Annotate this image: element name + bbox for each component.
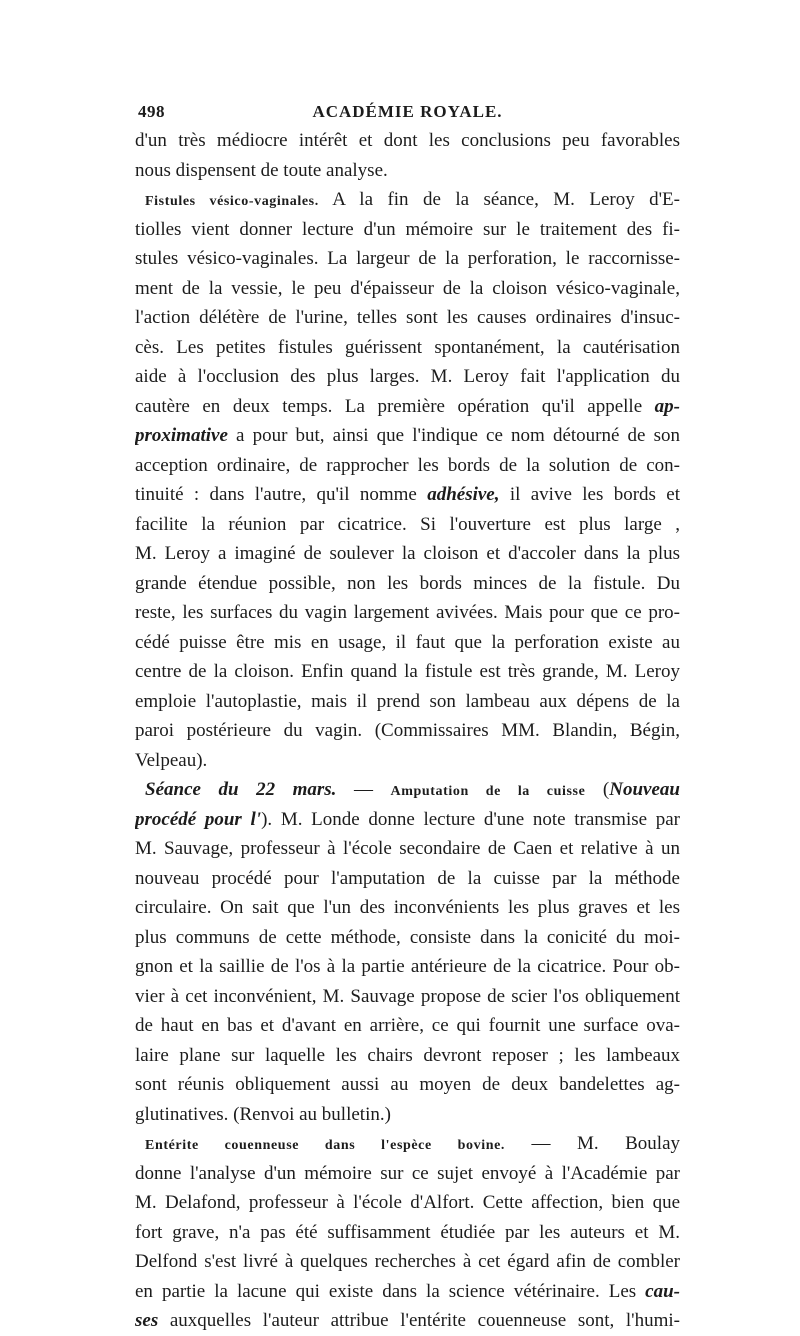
text-line: d'un très médiocre intérêt et dont les conclusions peu favorables — [135, 130, 680, 151]
text-line: procédé pour l'). M. Londe donne lecture d'une note transmise par — [135, 808, 680, 830]
italic-term: procédé pour l' — [135, 808, 262, 830]
text-line: centre de la cloison. Enfin quand la fistule est très grande, M. Leroy — [135, 661, 680, 682]
text-line: l'action délétère de l'urine, telles sont les causes ordinaires d'insuc- — [135, 307, 680, 328]
page-number: 498 — [138, 102, 165, 121]
text-line: emploie l'autoplastie, mais il prend son lambeau aux dépens de la — [135, 690, 680, 712]
italic-term: Nouveau — [609, 779, 680, 800]
section-heading-fistules: Fistules vésico-vaginales. — [145, 194, 319, 209]
text-line: M. Leroy a imaginé de soulever la cloison et d'accoler dans la plus — [135, 543, 680, 564]
text-line: aide à l'occlusion des plus larges. M. Leroy fait l'application du — [135, 366, 680, 387]
text-line: sont réunis obliquement aussi au moyen de deux bandelettes ag- — [135, 1074, 680, 1095]
text-line: tiolles vient donner lecture d'un mémoire sur le traitement des fi- — [135, 218, 680, 240]
text-line: plus communs de cette méthode, consiste dans la conicité du moi- — [135, 926, 680, 948]
section-heading-enterite: Entérite couenneuse dans l'espèce bovine. — [145, 1138, 506, 1153]
text-line: donne l'analyse d'un mémoire sur ce sujet envoyé à l'Académie par — [135, 1162, 680, 1184]
session-date: Séance du 22 mars. — [145, 779, 337, 800]
text-line: cédé puisse être mis en usage, il faut que la perforation existe au — [135, 631, 680, 653]
text-line: proximative a pour but, ainsi que l'indique ce nom détourné de son — [135, 425, 680, 446]
text-line: paroi postérieure du vagin. (Commissaires MM. Blandin, Bégin, — [135, 720, 680, 741]
text-line: Séance du 22 mars. — Amputation de la cuisse (Nouveau — [135, 775, 680, 805]
italic-term: adhésive, — [427, 484, 500, 505]
text-line: M. Sauvage, professeur à l'école secondaire de Caen et relative à un — [135, 838, 680, 859]
running-title: ACADÉMIE ROYALE. — [312, 102, 503, 121]
italic-term: ap- — [654, 395, 680, 417]
text-line: reste, les surfaces du vagin largement avivées. Mais pour que ce pro- — [135, 602, 680, 623]
italic-term: ses — [135, 1310, 159, 1331]
text-line: Entérite couenneuse dans l'espèce bovine. — M. Boulay — [135, 1129, 680, 1159]
text-line: Fistules vésico-vaginales. A la fin de la séance, M. Leroy d'E- — [135, 185, 680, 215]
text-line: circulaire. On sait que l'un des inconvénients les plus graves et les — [135, 897, 680, 918]
text-line: grande étendue possible, non les bords minces de la fistule. Du — [135, 572, 680, 594]
text-line: glutinatives. (Renvoi au bulletin.) — [135, 1103, 391, 1125]
body-text — [135, 126, 680, 1336]
text-line: nouveau procédé pour l'amputation de la cuisse par la méthode — [135, 867, 680, 889]
text-line: M. Delafond, professeur à l'école d'Alfort. Cette affection, bien que — [135, 1192, 680, 1213]
section-heading-amputation: Amputation de la cuisse — [390, 784, 586, 799]
text-line: nous dispensent de toute analyse. — [135, 159, 388, 181]
italic-term: cau- — [645, 1280, 680, 1302]
text-line: en partie la lacune qui existe dans la science vétérinaire. Les cau- — [135, 1280, 680, 1302]
italic-term: proximative — [135, 425, 228, 446]
text-line: tinuité : dans l'autre, qu'il nomme adhésive, il avive les bords et — [135, 484, 680, 505]
text-line: vier à cet inconvénient, M. Sauvage propose de scier l'os obliquement — [135, 985, 680, 1007]
text-line: de haut en bas et d'avant en arrière, ce qui fournit une surface ova- — [135, 1015, 680, 1036]
text-line: gnon et la saillie de l'os à la partie antérieure de la cicatrice. Pour ob- — [135, 956, 680, 977]
text-line: cautère en deux temps. La première opération qu'il appelle ap- — [135, 395, 680, 417]
running-head — [135, 100, 680, 126]
text-line: ment de la vessie, le peu d'épaisseur de la cloison vésico-vaginale, — [135, 277, 680, 299]
text-line: Delfond s'est livré à quelques recherches à cet égard afin de combler — [135, 1251, 680, 1272]
text-line: acception ordinaire, de rapprocher les bords de la solution de con- — [135, 454, 680, 476]
text-line: cès. Les petites fistules guérissent spontanément, la cautérisation — [135, 336, 680, 358]
text-line: facilite la réunion par cicatrice. Si l'ouverture est plus large , — [135, 513, 680, 535]
text-line: stules vésico-vaginales. La largeur de la perforation, le raccornisse- — [135, 248, 680, 269]
text-line: fort grave, n'a pas été suffisamment étudiée par les auteurs et M. — [135, 1221, 680, 1243]
text-line: Velpeau). — [135, 749, 208, 771]
text-line: laire plane sur laquelle les chairs devront reposer ; les lambeaux — [135, 1044, 680, 1066]
text-line: ses auxquelles l'auteur attribue l'entérite couenneuse sont, l'humi- — [135, 1310, 680, 1331]
